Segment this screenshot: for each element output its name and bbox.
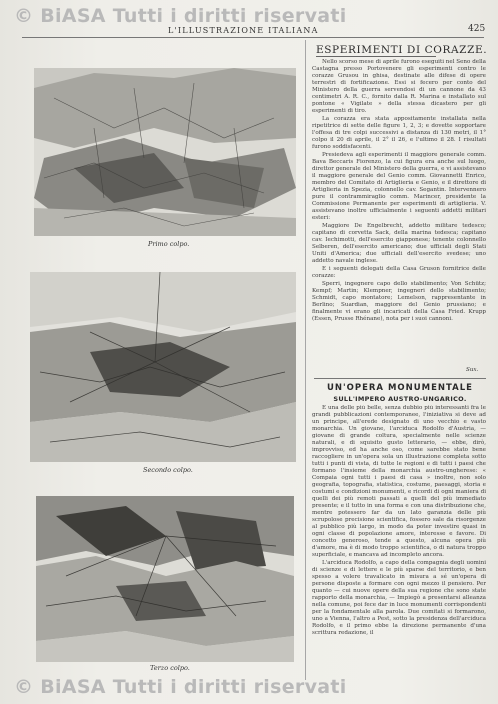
paragraph: Maggiore De Engelbrecht, addetto militare tedesco; capitano di corvetta Sack, della marina tedesca; capitano cav. Iechimotti, dell'esercito giapponese; tenente colonnello Selberen, dell'esercito americano; due ufficiali degli Stati Uniti d'America; due ufficiali dell'esercito svedese; uno addetto navale inglese. [312,223,486,264]
engraving-third-shot [36,496,294,662]
running-title: L'ILLUSTRAZIONE ITALIANA [168,26,319,35]
article-title-corazze: ESPERIMENTI DI CORAZZE. [316,44,488,56]
section-rule [314,378,486,379]
paragraph: È una delle più belle, senza dubbio più interessanti fra le grandi pubblicazioni contemporanee, l'iniziativa si deve ad un principe, all'erede designato di uno vecchio e vasto monarchia. Un giovane, l'arciduca Rodolfo d'Austria, — giovane di grande coltura, specialmente nelle scienze naturali, e di squisito gusto letterario, — ebbe, dirò, improvviso, ed ha anche oso, come sarebbe stato bene raccogliere in un'opera sola un illustrazione completa sotto tutti i punti di vista, di tutte le regioni e di tutti i paesi che formano l'insieme della monarchia austro-ungherese: « Compaia ogni tutti i paesi di casa » inoltre, non solo geografia, topografia, statistica, costume, paesaggi, storia e costumi e condizioni monumenti, e ricordi di ogni maniera di quelli dei più remoti passati a quelli del più immediato presente; e il tutto in una forma e con una distribuzione che, mentre potessero far da un lato garanzia delle più scrupolose precisione scientifica, fossero sale da risorgenze al pubblico più largo, in modo da poter investire quasi in ogni classe di popolazione amore, interesse e favore. Di concetto generoso, tende a questo, alcuna opera più d'amore, ma è di modo troppo scientifica, o di natura troppo superficiale, e mancava ad incompleto ancora. [312,405,486,558]
figure-caption: Secondo colpo. [143,466,193,474]
article-title-opera: UN'OPERA MONUMENTALE [327,383,473,393]
figure-second-shot [30,272,296,462]
engraving-second-shot [30,272,296,462]
title-underline [316,56,436,57]
article-signature: Sux. [466,367,479,373]
figure-caption: Primo colpo. [148,240,190,248]
paragraph: Nello scorso mese di aprile furono eseguiti nel Seno della Castagna presso Portovenere gli esperimenti contro le corazze Grusou in ghisa, destinate alle difese di opere terrestri di fortificazione. Essi si fecero per conto del Ministero della guerra servendosi di un cannone da 43 centimetri A. R. C., fornito dalla R. Marina e installato sul pontone « Vigilate » della stessa dicastero per gli esperimenti di tiro. [312,59,486,114]
article-subtitle-opera: SULL'IMPERO AUSTRO-UNGARICO. [333,395,467,403]
column-divider [305,40,306,680]
figure-third-shot [36,496,294,662]
paragraph: Sperri, ingegnere capo dello stabilimento; Von Schütz; Kempf; Martin; Klempner, ingegneri dello stabilimento; Schmidt, capo montatore; Lemelson, rappresentante in Berlino; Suardian, maggiore del Genio prussiano; e finalmente vi erano gli incaricati della Casa Fried. Krupp (Essen, Prusse Rhénane), nota per i suoi cannoni. [312,281,486,322]
paragraph: La corazza era stata appositamente installata nella ripetitrice di sette delle figure 1, 2, 3; e dovette sopportare l'offesa di tre colpi successivi a distanza di 130 metri, il 1° colpo il 20 di aprile, il 2° il 26, e l'ultimo il 28. I risultati furono soddisfacenti. [312,116,486,150]
article-body-opera [312,405,486,680]
article-body-corazze [312,59,486,369]
watermark-bottom: © BiASA Tutti i diritti riservati [14,676,347,698]
figure-first-shot [34,68,296,236]
engraving-first-shot [34,68,296,236]
page-number: 425 [468,24,486,34]
watermark-top: © BiASA Tutti i diritti riservati [14,5,347,27]
paragraph: E i seguenti delegati della Casa Gruson fornitrice delle corazze: [312,266,486,279]
paragraph: Presiedeva agli esperimenti il maggiore generale comm. Bava Beccaris Fiorenzo, la cui figura era anche sul luogo, direttor generale del Ministero della guerra, e vi assistevano il maggiore generale del Genio comm. Giovannetti Enrico, membro del Comitato di Artiglieria e Genio, e il direttore di Artiglieria in Spezia, colonnello cav. Segantin. Intervennero pure il contrammiraglio comm. Marincer, presidente la Commissione Permanente per esperimenti di artiglieria. V. assistevano inoltre ufficialmente i seguenti addetti militari esteri: [312,152,486,221]
header-rule [22,37,484,38]
figure-caption: Terzo colpo. [150,664,190,672]
paragraph: L'arciduca Rodolfo, a capo della compagnia degli uomini di scienze e di lettere e le più sparse del territorio, e ben spesso a volere travalicato in misura a sé un'opera di persone disposte a formare con ogni mezzo il pensiero. Per quanto — cui nuove opere della sua regione che sono state rapporto della monarchia, — Impiegò a presentarsi alleanza nella comune, poi fece dar in luce monumenti corrispondenti per la fondamentale alla parola. Due comitati si formarono, uno a Vienna, l'altro a Pest, sotto la presidenza dell'arciduca Rodolfo, e il primo ebbe la direzione permanente d'una scrittura redazione, il [312,560,486,636]
